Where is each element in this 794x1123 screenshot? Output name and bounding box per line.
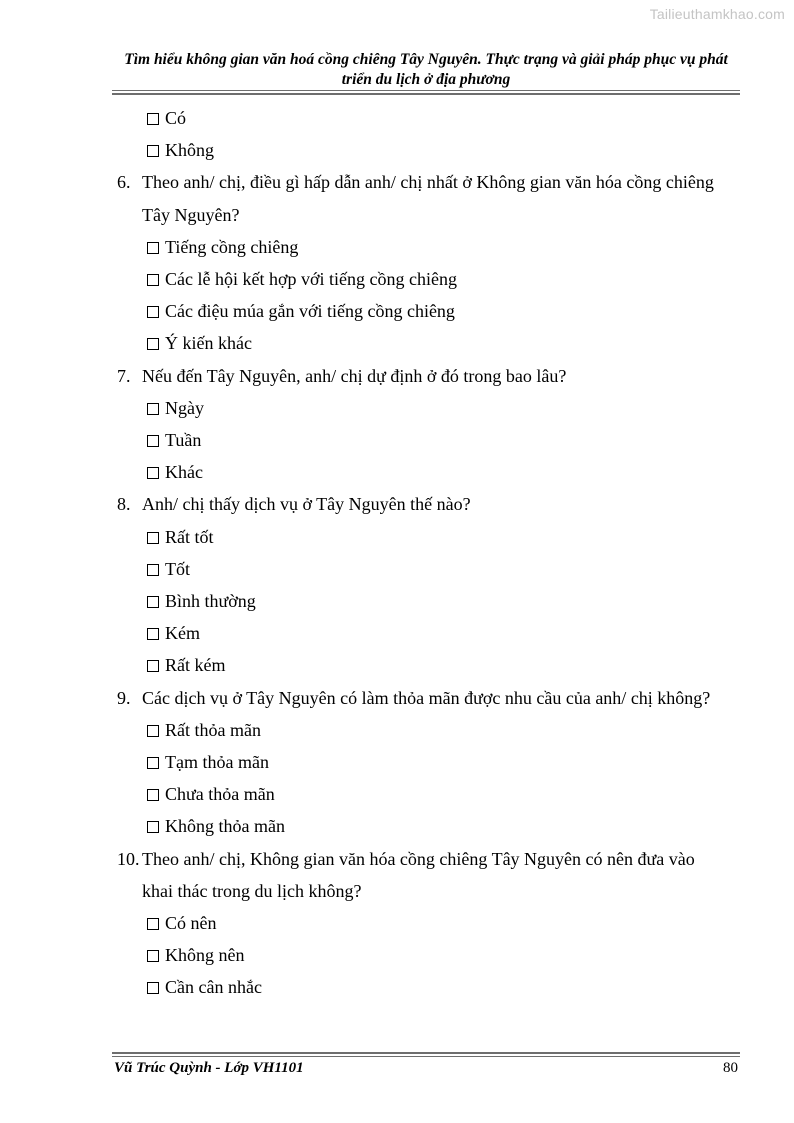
answer-option-label: Kém — [165, 623, 200, 644]
checkbox-icon[interactable] — [147, 757, 159, 769]
checkbox-icon[interactable] — [147, 982, 159, 994]
question-number: 6. — [117, 172, 131, 193]
checkbox-icon[interactable] — [147, 242, 159, 254]
checkbox-icon[interactable] — [147, 628, 159, 640]
question-text: Theo anh/ chị, Không gian văn hóa cồng chiêng Tây Nguyên có nên đưa vào — [142, 848, 695, 869]
answer-option-label: Rất kém — [165, 655, 226, 676]
footer-rule-thick — [112, 1052, 740, 1054]
answer-option — [147, 134, 214, 166]
answer-option-label: Tốt — [165, 558, 190, 579]
answer-option-label: Ngày — [165, 397, 204, 418]
checkbox-icon[interactable] — [147, 338, 159, 350]
header-rule-thin — [112, 90, 740, 91]
answer-option — [147, 456, 203, 488]
answer-option — [147, 585, 256, 617]
answer-option-label: Ý kiến khác — [165, 333, 252, 354]
checkbox-icon[interactable] — [147, 725, 159, 737]
answer-option-label: Chưa thỏa mãn — [165, 784, 275, 805]
question-text: Anh/ chị thấy dịch vụ ở Tây Nguyên thế nào? — [142, 494, 471, 515]
checkbox-icon[interactable] — [147, 789, 159, 801]
question-text-continued: khai thác trong du lịch không? — [142, 880, 362, 901]
answer-option-label: Bình thường — [165, 591, 256, 611]
answer-option-label: Có nên — [165, 913, 217, 933]
question-number: 9. — [117, 687, 131, 708]
answer-option-label: Khác — [165, 462, 203, 483]
answer-option — [147, 939, 245, 971]
answer-option — [147, 327, 252, 359]
checkbox-icon[interactable] — [147, 918, 159, 930]
checkbox-icon[interactable] — [147, 821, 159, 833]
answer-option — [147, 907, 217, 939]
answer-option-label: Không — [165, 140, 214, 161]
answer-option — [147, 392, 204, 424]
answer-option — [147, 617, 200, 649]
question-text: Nếu đến Tây Nguyên, anh/ chị dự định ở đó trong bao lâu? — [142, 365, 567, 386]
header-rule-thick — [112, 93, 740, 95]
checkbox-icon[interactable] — [147, 435, 159, 447]
answer-option — [147, 714, 261, 746]
question-text-continued: Tây Nguyên? — [142, 204, 240, 225]
answer-option-label: Rất tốt — [165, 526, 214, 547]
checkbox-icon[interactable] — [147, 467, 159, 479]
checkbox-icon[interactable] — [147, 532, 159, 544]
answer-option — [147, 553, 190, 585]
answer-option — [147, 746, 269, 778]
checkbox-icon[interactable] — [147, 113, 159, 125]
question-number: 7. — [117, 365, 131, 386]
answer-option-label: Tạm thỏa mãn — [165, 752, 269, 772]
page-header-title: Tìm hiểu không gian văn hoá cồng chiêng Tây Nguyên. Thực trạng và giải pháp phục vụ phát triển du lịch ở địa phương — [124, 51, 728, 88]
question-text: Theo anh/ chị, điều gì hấp dẫn anh/ chị nhất ở Không gian văn hóa cồng chiêng — [142, 172, 714, 193]
answer-option-label: Tuần — [165, 430, 202, 450]
footer-author: Vũ Trúc Quỳnh - Lớp VH1101 — [114, 1060, 304, 1076]
footer-rule-thin — [112, 1056, 740, 1057]
answer-option-label: Không thỏa mãn — [165, 816, 285, 837]
checkbox-icon[interactable] — [147, 403, 159, 415]
checkbox-icon[interactable] — [147, 660, 159, 672]
answer-option — [147, 810, 285, 842]
answer-option-label: Các lễ hội kết hợp với tiếng cồng chiêng — [165, 269, 457, 289]
answer-option — [147, 649, 226, 681]
answer-option-label: Cần cân nhắc — [165, 977, 262, 998]
answer-option — [147, 231, 298, 263]
answer-option — [147, 521, 214, 553]
answer-option-label: Các điệu múa gắn với tiếng cồng chiêng — [165, 301, 455, 322]
checkbox-icon[interactable] — [147, 596, 159, 608]
page-number: 80 — [723, 1060, 738, 1076]
question-number: 8. — [117, 494, 131, 515]
answer-option — [147, 295, 455, 327]
checkbox-icon[interactable] — [147, 145, 159, 157]
checkbox-icon[interactable] — [147, 274, 159, 286]
question-text: Các dịch vụ ở Tây Nguyên có làm thỏa mãn được nhu cầu của anh/ chị không? — [142, 687, 711, 708]
checkbox-icon[interactable] — [147, 950, 159, 962]
answer-option — [147, 263, 457, 295]
answer-option — [147, 424, 201, 456]
checkbox-icon[interactable] — [147, 564, 159, 576]
answer-option — [147, 102, 186, 134]
question-number: 10. — [117, 848, 140, 869]
answer-option-label: Không nên — [165, 945, 245, 966]
answer-option-label: Tiếng cồng chiêng — [165, 236, 299, 257]
checkbox-icon[interactable] — [147, 306, 159, 318]
answer-option — [147, 971, 262, 1003]
answer-option-label: Rất thỏa mãn — [165, 719, 261, 740]
answer-option — [147, 778, 275, 810]
watermark: Tailieuthamkhao.com — [649, 6, 785, 22]
answer-option-label: Có — [165, 108, 187, 128]
